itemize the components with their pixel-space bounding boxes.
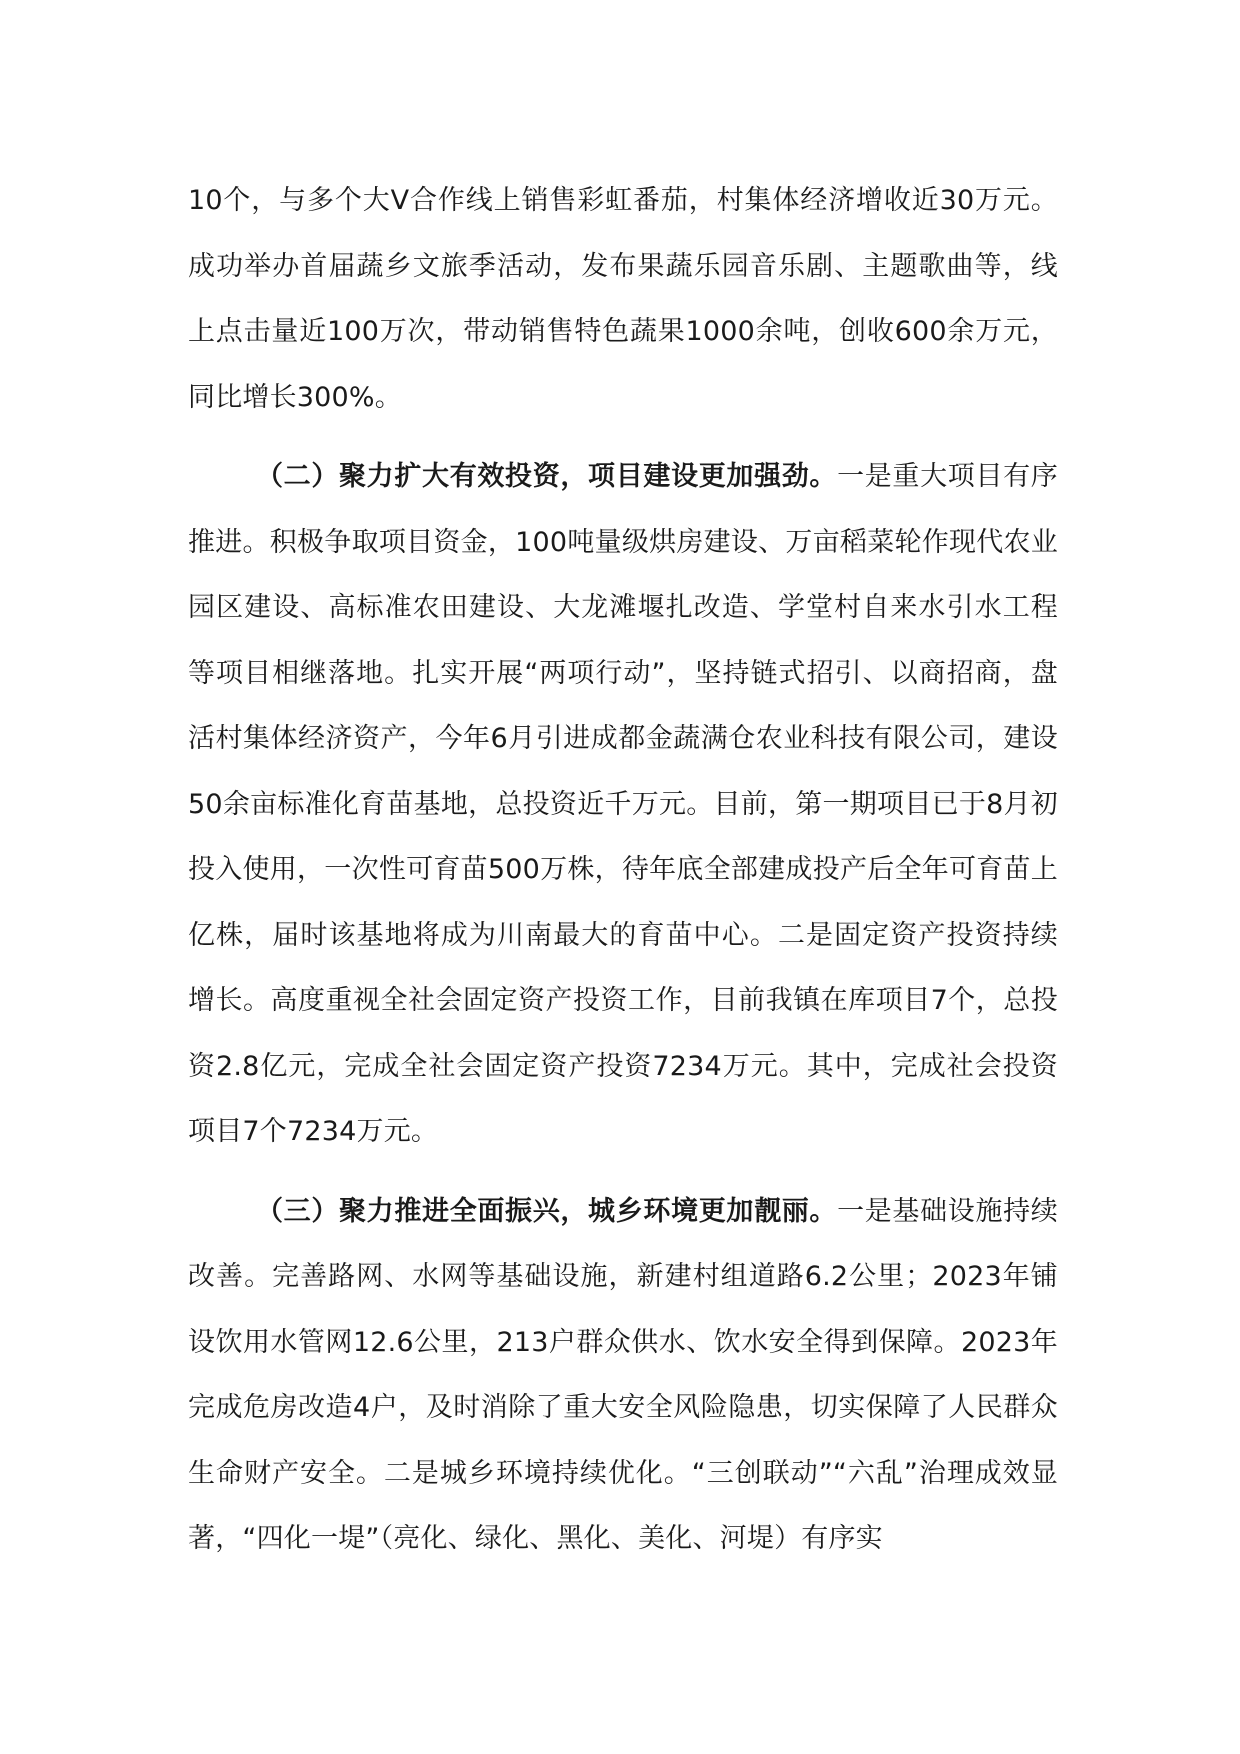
paragraph-text: 10个，与多个大V合作线上销售彩虹番茄，村集体经济增收近30万元。成功举办首届蔬乡文旅季活动，发布果蔬乐园音乐剧、主题歌曲等，线上点击量近100万次，带动销售特色蔬果1000余吨，创收600余万元，同比增长300%。 [188, 185, 1058, 413]
paragraph-section-2 [188, 444, 1058, 1165]
paragraph-text: 一是基础设施持续改善。完善路网、水网等基础设施，新建村组道路6.2公里；2023年铺设饮用水管网12.6公里，213户群众供水、饮水安全得到保障。2023年完成危房改造4户，及时消除了重大安全风险隐患，切实保障了人民群众生命财产安全。二是城乡环境持续优化。“三创联动”“六乱”治理成效显著，“四化一堤”（亮化、绿化、黑化、美化、河堤）有序实 [188, 1195, 1058, 1554]
paragraph-section-3 [188, 1179, 1058, 1572]
paragraph-intro [188, 168, 1058, 430]
paragraph-text: 一是重大项目有序推进。积极争取项目资金，100吨量级烘房建设、万亩稻菜轮作现代农业园区建设、高标准农田建设、大龙滩堰扎改造、学堂村自来水引水工程等项目相继落地。扎实开展“两项行动”，坚持链式招引、以商招商，盘活村集体经济资产，今年6月引进成都金蔬满仓农业科技有限公司，建设50余亩标准化育苗基地，总投资近千万元。目前，第一期项目已于8月初投入使用，一次性可育苗500万株，待年底全部建成投产后全年可育苗上亿株，届时该基地将成为川南最大的育苗中心。二是固定资产投资持续增长。高度重视全社会固定资产投资工作，目前我镇在库项目7个，总投资2.8亿元，完成全社会固定资产投资7234万元。其中，完成社会投资项目7个7234万元。 [188, 461, 1058, 1147]
section-heading: （三）聚力推进全面振兴，城乡环境更加靓丽。 [256, 1195, 838, 1227]
document-body [188, 168, 1058, 1586]
section-heading: （二）聚力扩大有效投资，项目建设更加强劲。 [256, 461, 838, 492]
